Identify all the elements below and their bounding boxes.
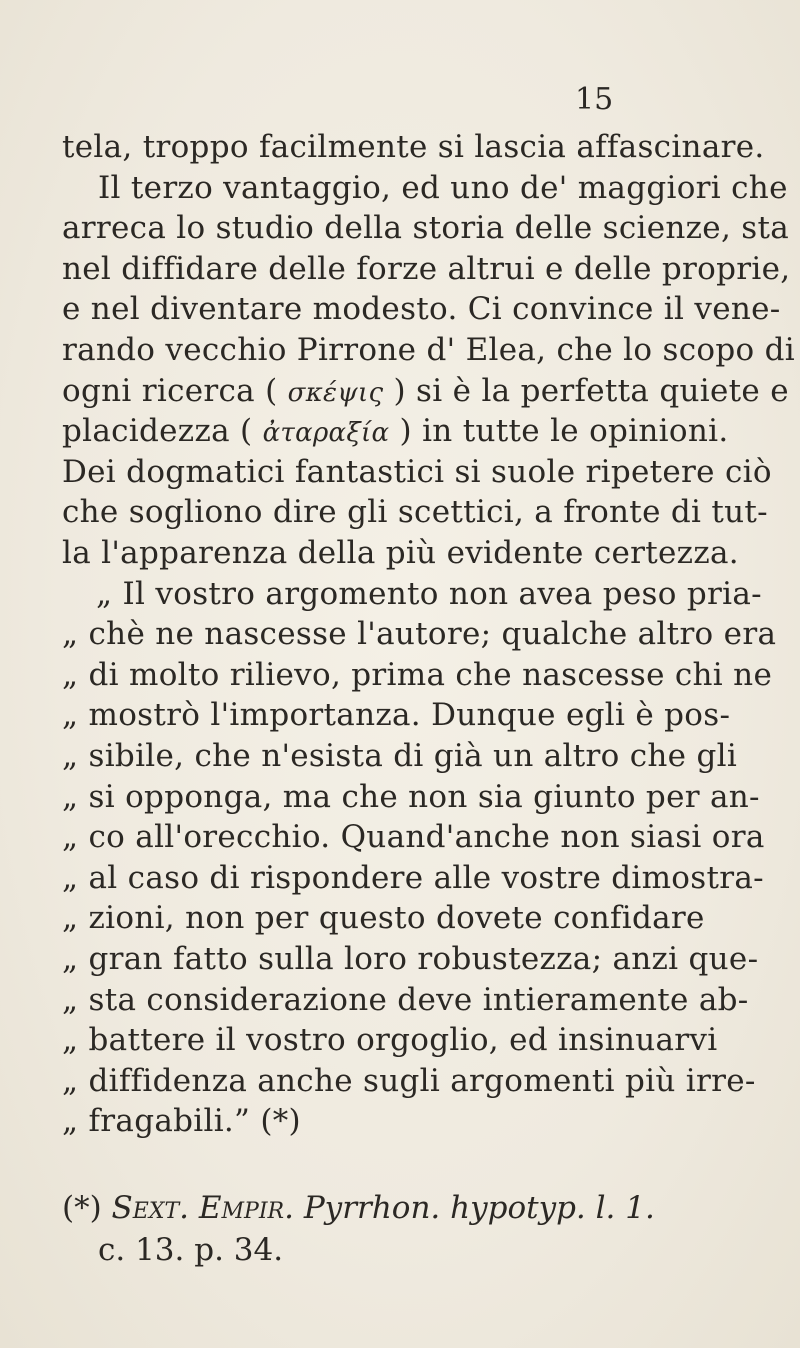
quote-line: „ mostrò l'importanza. Dunque egli è pos- <box>62 697 731 734</box>
text-segment: ) si è la perfetta quiete e <box>383 372 789 409</box>
quote-line: „ sibile, che n'esista di già un altro che gli <box>62 738 738 774</box>
text-line: Il terzo vantaggio, ed uno de' maggiori che <box>98 169 788 206</box>
quote-line: „ gran fatto sulla loro robustezza; anzi que- <box>62 941 759 977</box>
quote-line: „ battere il vostro orgoglio, ed insinuarvi <box>62 1022 718 1059</box>
footnote-author: Sext. Empir. <box>111 1190 294 1226</box>
footnote-line: c. 13. p. 34. <box>98 1232 284 1268</box>
text-line: e nel diventare modesto. Ci convince il vene- <box>62 291 781 328</box>
footnote-marker: (*) <box>62 1190 112 1226</box>
quote-line: „ si opponga, ma che non sia giunto per an- <box>62 778 760 815</box>
quote-line: „ co all'orecchio. Quand'anche non siasi ora <box>62 819 765 856</box>
quote-line: „ Il vostro argomento non avea peso pria- <box>96 575 762 612</box>
greek-term: ἀταραξία <box>262 418 390 449</box>
quote-line: „ sta considerazione deve intieramente ab- <box>62 981 749 1018</box>
quote-line: „ zioni, non per questo dovete confidare <box>62 900 705 937</box>
quote-line: „ chè ne nascesse l'autore; qualche altro era <box>62 616 777 653</box>
text-line-with-greek <box>62 411 728 453</box>
quote-line: „ diffidenza anche sugli argomenti più irre- <box>62 1062 756 1099</box>
text-line: arreca lo studio della storia delle scienze, sta <box>62 210 790 247</box>
greek-term: σκέψις <box>287 377 384 408</box>
quote-line: „ al caso di rispondere alle vostre dimostra- <box>62 859 764 896</box>
text-segment: ogni ricerca ( <box>62 372 288 409</box>
text-line: tela, troppo facilmente si lascia affascinare. <box>62 129 765 165</box>
text-segment: ) in tutte le opinioni. <box>389 413 729 450</box>
text-line: che sogliono dire gli scettici, a fronte di tut- <box>62 494 768 531</box>
text-segment: placidezza ( <box>62 413 263 450</box>
footnote-text: Pyrrhon. hypotyp. l. 1. <box>293 1190 655 1226</box>
text-line: nel diffidare delle forze altrui e delle proprie, <box>62 250 791 287</box>
footnote <box>62 1190 655 1226</box>
page-number: 15 <box>575 82 614 117</box>
text-line: rando vecchio Pirrone d' Elea, che lo scopo di <box>62 332 795 368</box>
quote-line: „ di molto rilievo, prima che nascesse chi ne <box>62 656 773 693</box>
text-line: la l'apparenza della più evidente certezza. <box>62 535 739 571</box>
text-line: Dei dogmatici fantastici si suole ripetere ciò <box>62 453 772 490</box>
quote-line: „ fragabili.” (*) <box>62 1103 301 1140</box>
text-line-with-greek <box>62 371 789 413</box>
